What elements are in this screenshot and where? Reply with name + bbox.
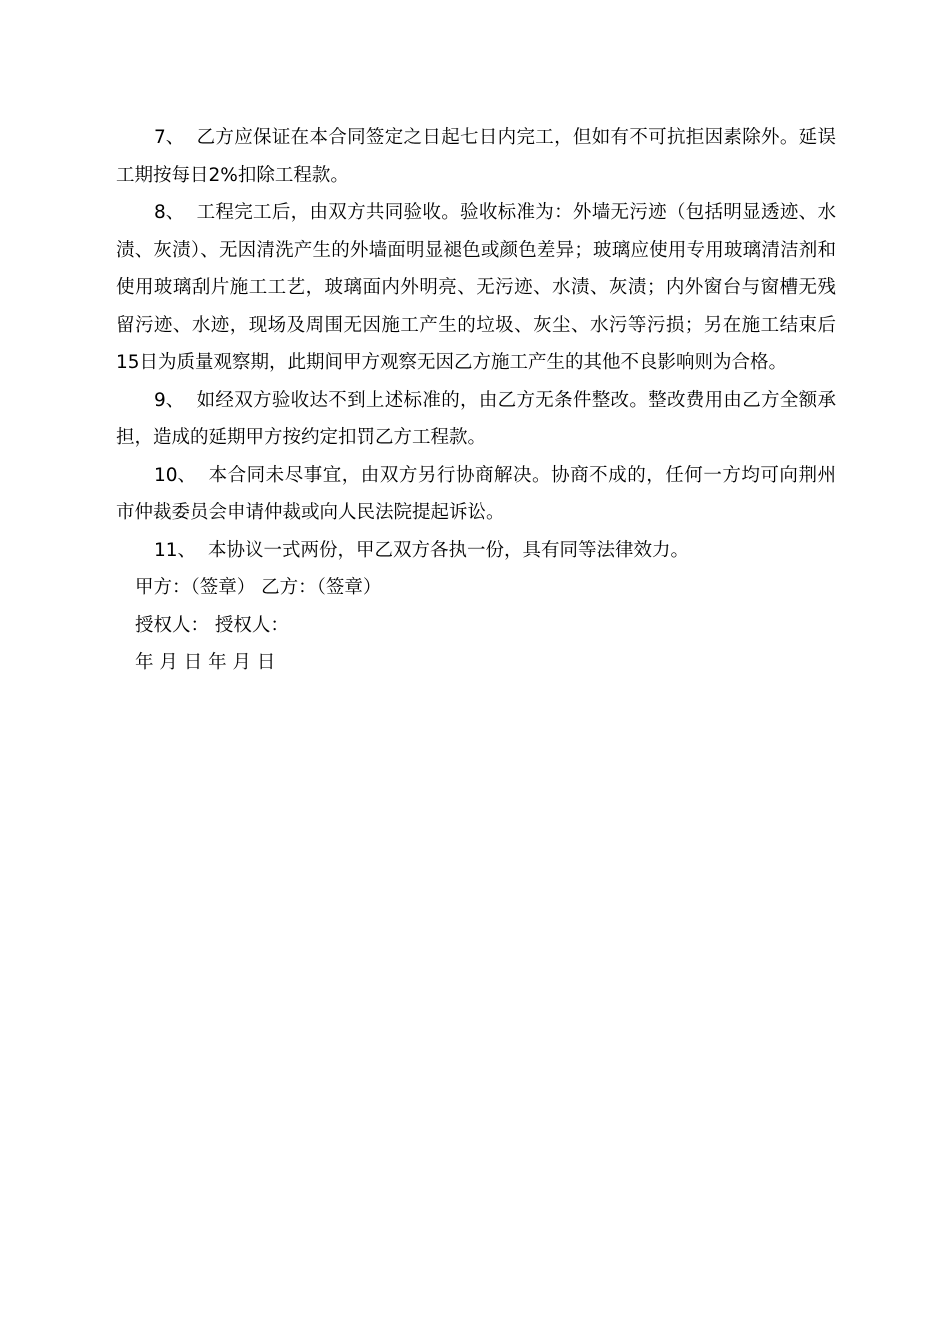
clause-10 (116, 457, 836, 532)
signature-authorized: 授权人： 授权人： (135, 614, 289, 636)
signature-dates: 年 月 日 年 月 日 (135, 652, 276, 673)
clause-number: 9、 (154, 389, 185, 411)
clause-text: 本合同未尽事宜，由双方另行协商解决。协商不成的，任何一方均可向荆州市仲裁委员会申请仲裁或向人民法院提起诉讼。 (116, 464, 836, 523)
clause-7 (116, 119, 836, 194)
clause-9 (116, 382, 836, 457)
clause-text: 本协议一式两份，甲乙双方各执一份，具有同等法律效力。 (208, 539, 690, 561)
clause-number: 10、 (154, 464, 197, 486)
clause-number: 7、 (154, 127, 185, 148)
clause-number: 11、 (154, 539, 197, 561)
clause-text: 如经双方验收达不到上述标准的，由乙方无条件整改。整改费用由乙方全额承担，造成的延期甲方按约定扣罚乙方工程款。 (116, 389, 836, 448)
contract-body (116, 119, 836, 682)
clause-text: 工程完工后，由双方共同验收。验收标准为：外墙无污迹（包括明显透迹、水渍、灰渍）、无因清洗产生的外墙面明显褪色或颜色差异；玻璃应使用专用玻璃清洁剂和使用玻璃刮片施工工艺，玻璃面内外明亮、无污迹、水渍、灰渍；内外窗台与窗槽无残留污迹、水迹，现场及周围无因施工产生的垃圾、灰尘、水污等污损；另在施工结束后15日为质量观察期，此期间甲方观察无因乙方施工产生的其他不良影响则为合格。 (116, 202, 836, 373)
clause-text: 乙方应保证在本合同签定之日起七日内完工，但如有不可抗拒因素除外。延误工期按每日2%扣除工程款。 (116, 127, 836, 186)
signature-parties: 甲方：（签章） 乙方：（签章） (135, 577, 382, 598)
clause-11 (116, 532, 836, 570)
clause-number: 8、 (154, 202, 185, 223)
clause-8 (116, 194, 836, 382)
